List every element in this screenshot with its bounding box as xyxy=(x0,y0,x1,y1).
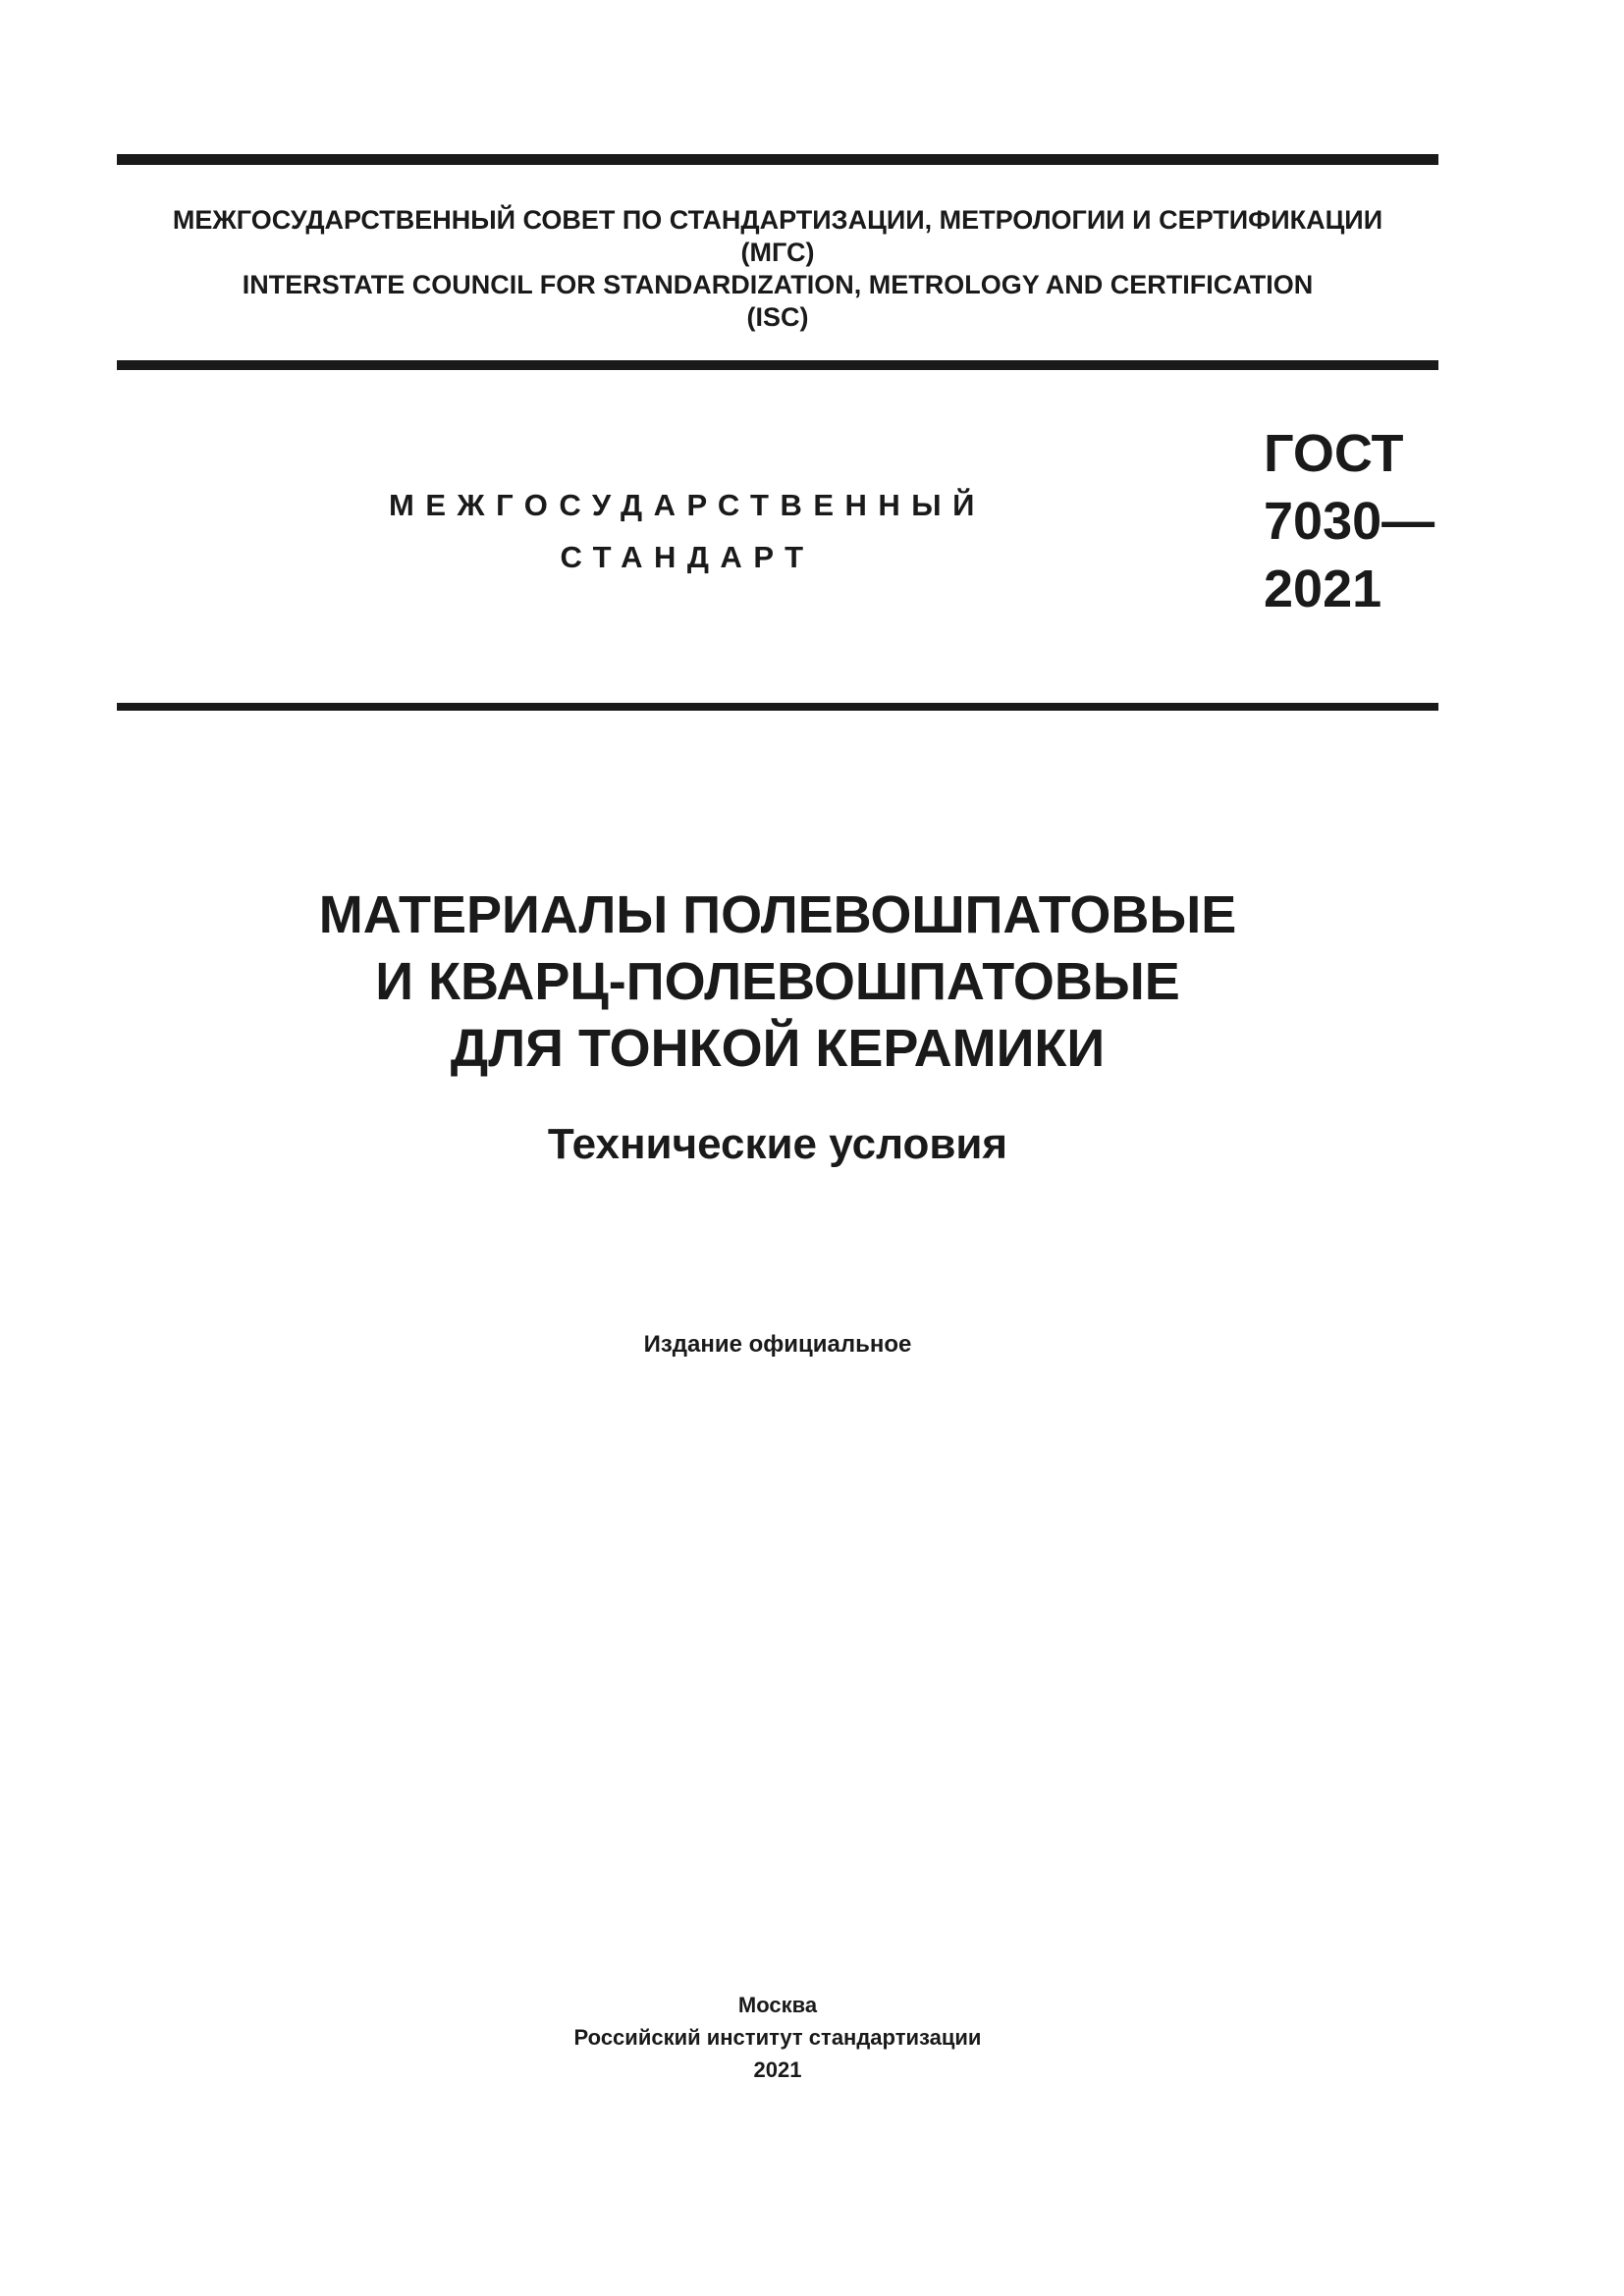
top-divider xyxy=(117,154,1438,165)
council-name-en: INTERSTATE COUNCIL FOR STANDARDIZATION, METROLOGY AND CERTIFICATION xyxy=(242,270,1314,299)
title-line-1: МАТЕРИАЛЫ ПОЛЕВОШПАТОВЫЕ xyxy=(318,885,1237,944)
bottom-divider xyxy=(117,703,1438,711)
publisher-organization: Российский институт стандартизации xyxy=(573,2025,982,2050)
publisher-block xyxy=(117,1989,1438,2086)
standard-number-year: 2021 xyxy=(1264,560,1382,618)
council-abbr-en: (ISC) xyxy=(746,302,809,332)
standard-number xyxy=(1264,420,1435,623)
standard-number-prefix: ГОСТ xyxy=(1264,424,1404,483)
standard-type-line-1: МЕЖГОСУДАРСТВЕННЫЙ xyxy=(389,488,986,522)
standard-type-line-2: СТАНДАРТ xyxy=(560,540,815,574)
publisher-city: Москва xyxy=(737,1993,818,2017)
edition-label: Издание официальное xyxy=(643,1331,912,1358)
title-line-2: И КВАРЦ-ПОЛЕВОШПАТОВЫЕ xyxy=(375,952,1180,1011)
council-header xyxy=(117,204,1438,334)
title-line-3: ДЛЯ ТОНКОЙ КЕРАМИКИ xyxy=(450,1019,1106,1078)
council-name-ru: МЕЖГОСУДАРСТВЕННЫЙ СОВЕТ ПО СТАНДАРТИЗАЦИИ, МЕТРОЛОГИИ И СЕРТИФИКАЦИИ xyxy=(172,205,1383,235)
middle-divider xyxy=(117,360,1438,370)
council-abbr-ru: (МГС) xyxy=(740,238,815,267)
standard-type xyxy=(295,479,1080,583)
document-subtitle: Технические условия xyxy=(547,1120,1008,1168)
standard-number-code: 7030— xyxy=(1264,492,1435,551)
publication-year: 2021 xyxy=(753,2057,802,2082)
document-title xyxy=(117,881,1438,1082)
